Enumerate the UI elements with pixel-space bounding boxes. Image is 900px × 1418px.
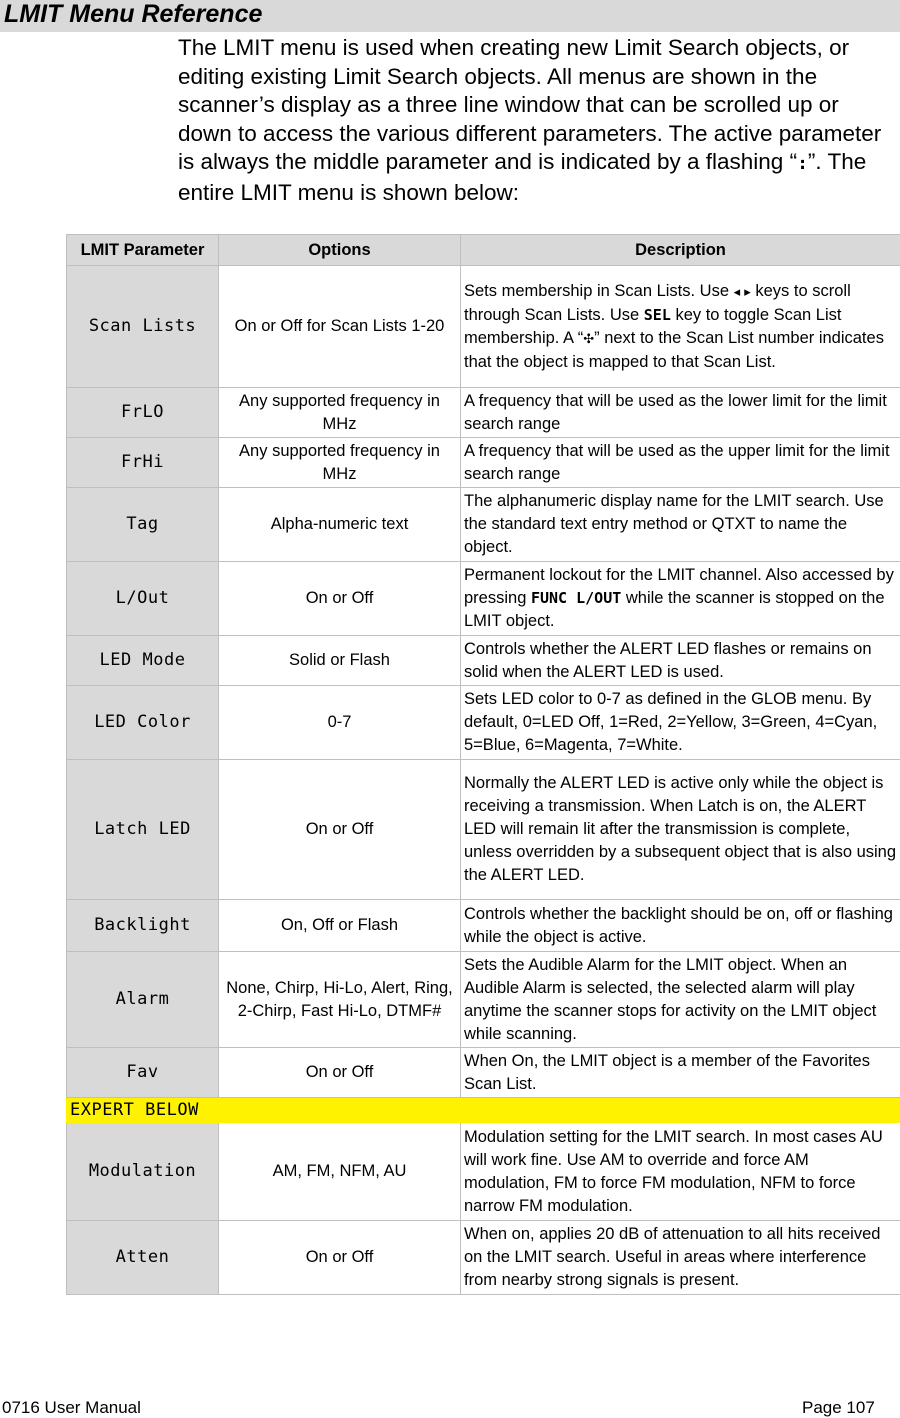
header-parameter: LMIT Parameter [67,235,219,266]
footer-manual-name: 0716 User Manual [2,1398,141,1417]
table-row [67,1123,900,1221]
flashing-cursor-glyph: : [797,153,808,175]
options-cell: Alpha-numeric text [219,488,461,562]
table-row [67,438,900,488]
header-options: Options [219,235,461,266]
description-cell: Modulation setting for the LMIT search. In most cases AU will work fine. Use AM to override and force AM modulation, FM to force FM modulation, NFM to force narrow FM modulation. [461,1123,900,1221]
param-cell: Tag [67,488,219,562]
options-cell: None, Chirp, Hi-Lo, Alert, Ring, 2-Chirp, Fast Hi-Lo, DTMF# [219,952,461,1048]
intro-text-1: The LMIT menu is used when creating new Limit Search objects, or editing existing Limit Search objects. All menus are shown in the scanner’s display as a three line window that can be scrolled up or down to access the various different parameters. The active parameter is always the middle parameter and is indicated by a flashing “ [178,35,882,175]
param-cell: LED Mode [67,636,219,686]
options-cell: AM, FM, NFM, AU [219,1123,461,1221]
description-cell: When on, applies 20 dB of attenuation to all hits received on the LMIT search. Useful in areas where interference from nearby strong signals is present. [461,1221,900,1295]
options-cell: On, Off or Flash [219,900,461,952]
param-cell: Atten [67,1221,219,1295]
param-cell: Fav [67,1048,219,1098]
table-row [67,266,900,388]
param-cell: FrHi [67,438,219,488]
options-cell: Any supported frequency in MHz [219,438,461,488]
description-cell [461,562,900,636]
desc-text: ” next to the Scan List number indicates that the object is mapped to that Scan List. [464,328,884,371]
desc-text: key to toggle Scan List membership. A “ [464,305,842,347]
lmit-parameter-table [66,234,900,1295]
param-cell: Backlight [67,900,219,952]
desc-text: keys to scroll through Scan Lists. Use [464,281,851,324]
options-cell: On or Off for Scan Lists 1-20 [219,266,461,388]
expert-below-row [67,1098,900,1123]
param-cell: LED Color [67,686,219,760]
description-cell: The alphanumeric display name for the LMIT search. Use the standard text entry method or QTXT to name the object. [461,488,900,562]
table-header-row [67,235,900,266]
table-row [67,1221,900,1295]
options-cell: On or Off [219,562,461,636]
table-row [67,952,900,1048]
table-row [67,488,900,562]
table-row [67,388,900,438]
desc-text: Sets membership in Scan Lists. Use [464,281,734,300]
intro-paragraph [178,34,898,208]
left-right-arrow-icon: ◂ ▸ [733,284,751,300]
table-row [67,686,900,760]
param-cell: FrLO [67,388,219,438]
options-cell: On or Off [219,1221,461,1295]
description-cell: A frequency that will be used as the lower limit for the limit search range [461,388,900,438]
description-cell: Normally the ALERT LED is active only while the object is receiving a transmission. When Latch is on, the ALERT LED will remain lit after the transmission is complete, unless overridden by a subsequent object that is also using the ALERT LED. [461,760,900,900]
expert-below-label: EXPERT BELOW [67,1098,900,1123]
options-cell: 0-7 [219,686,461,760]
options-cell: On or Off [219,1048,461,1098]
description-cell: Sets LED color to 0-7 as defined in the GLOB menu. By default, 0=LED Off, 1=Red, 2=Yellow, 3=Green, 4=Cyan, 5=Blue, 6=Magenta, 7=White. [461,686,900,760]
description-cell: Controls whether the backlight should be on, off or flashing while the object is active. [461,900,900,952]
options-cell: On or Off [219,760,461,900]
param-cell: Scan Lists [67,266,219,388]
param-cell: L/Out [67,562,219,636]
description-cell [461,266,900,388]
param-cell: Alarm [67,952,219,1048]
description-cell: Controls whether the ALERT LED flashes or remains on solid when the ALERT LED is used. [461,636,900,686]
table-row [67,562,900,636]
table-row [67,1048,900,1098]
table-row [67,636,900,686]
sel-key-label: SEL [643,305,671,324]
header-description: Description [461,235,900,266]
options-cell: Solid or Flash [219,636,461,686]
description-cell: When On, the LMIT object is a member of the Favorites Scan List. [461,1048,900,1098]
desc-text: while the scanner is stopped on the LMIT object. [464,589,885,630]
options-cell: Any supported frequency in MHz [219,388,461,438]
footer-page-number: Page 107 [802,1398,875,1417]
intro-text-2: ”. The entire LMIT menu is shown below: [178,149,867,205]
desc-text: Permanent lockout for the LMIT channel. Also accessed by pressing [464,566,894,607]
param-cell: Modulation [67,1123,219,1221]
description-cell: Sets the Audible Alarm for the LMIT object. When an Audible Alarm is selected, the selected alarm will play anytime the scanner stops for activity on the LMIT object while scanning. [461,952,900,1048]
description-cell: A frequency that will be used as the upper limit for the limit search range [461,438,900,488]
table-row [67,760,900,900]
param-cell: Latch LED [67,760,219,900]
section-title: LMIT Menu Reference [4,0,263,28]
func-lout-key-label: FUNC L/OUT [530,589,622,607]
table-row [67,900,900,952]
membership-mark-icon: ✣ [583,331,595,347]
